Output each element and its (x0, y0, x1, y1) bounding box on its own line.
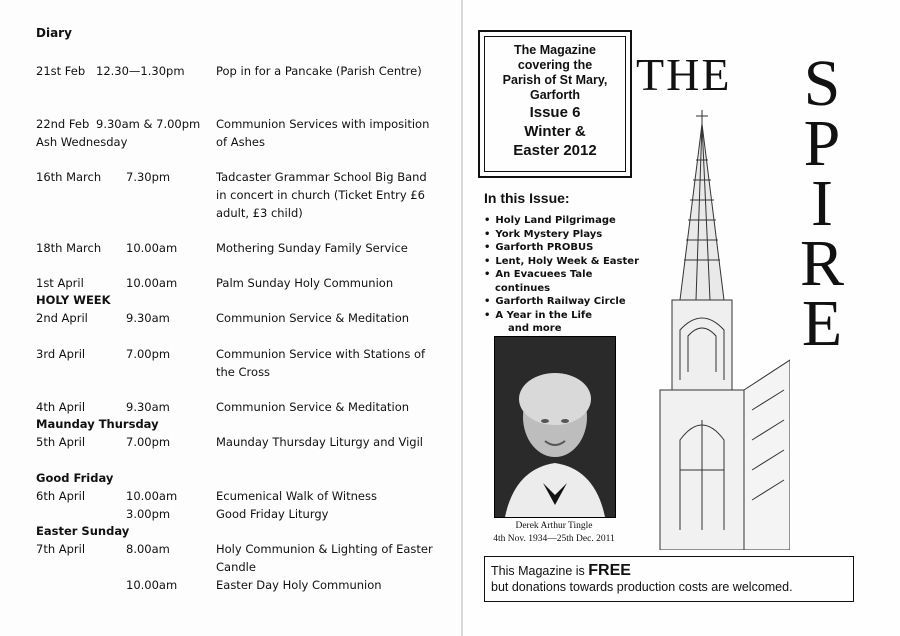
list-item-continuation: continues (495, 282, 551, 294)
diary-event: Easter Day Holy Communion (216, 578, 382, 592)
page-fold (461, 0, 463, 636)
issue-season: Easter 2012 (513, 142, 597, 159)
diary-time: 10.00am (126, 578, 178, 592)
info-line: Parish of St Mary, (502, 73, 608, 87)
holy-week-heading: HOLY WEEK (36, 293, 111, 307)
caption-name: Derek Arthur Tingle (515, 521, 593, 531)
diary-date: 2nd April (36, 311, 88, 325)
donations-text: but donations towards production costs are welcomed. (491, 580, 793, 594)
list-item: • A Year in the Life (484, 309, 656, 323)
diary-event: Communion Services with imposition of Ashes (216, 117, 430, 149)
portrait-image (495, 337, 615, 517)
info-line: Garforth (530, 88, 580, 102)
list-item-continuation: and more (508, 323, 562, 334)
info-line: The Magazine (514, 43, 596, 57)
diary-date: 22nd Feb (36, 117, 90, 131)
diary-title: Diary (36, 26, 72, 40)
list-item: • Lent, Holy Week & Easter (484, 255, 656, 269)
diary-event: Maunday Thursday Liturgy and Vigil (216, 435, 423, 449)
issue-number: Issue 6 (529, 104, 581, 121)
diary-time: 8.00am (126, 542, 170, 556)
diary-time: 3.00pm (126, 507, 171, 521)
diary-time: 7.00pm (126, 347, 171, 361)
diary-event: Good Friday Liturgy (216, 507, 329, 521)
list-item: • Garforth PROBUS (484, 241, 656, 255)
free-word: FREE (588, 562, 631, 579)
photo-caption (484, 520, 624, 546)
diary-time: 10.00am (126, 489, 178, 503)
diary-subtitle: Ash Wednesday (36, 135, 128, 149)
diary-event: Palm Sunday Holy Communion (216, 276, 394, 290)
diary-date: 1st April (36, 276, 84, 290)
diary-event: Communion Service & Meditation (216, 400, 410, 414)
diary-event: Tadcaster Grammar School Big Band in concert in church (Ticket Entry £6 adult, £3 child) (216, 170, 427, 220)
diary-date: 7th April (36, 542, 86, 556)
title-letter: I (811, 167, 833, 240)
diary-time: 9.30am (126, 400, 170, 414)
diary-time: 10.00am (126, 276, 178, 290)
church-spire-illustration (640, 110, 790, 550)
title-letter: S (803, 47, 841, 120)
list-item: • Holy Land Pilgrimage (484, 214, 656, 228)
free-notice-box (484, 556, 854, 602)
list-item: • York Mystery Plays (484, 228, 656, 242)
diary-date: 3rd April (36, 347, 86, 361)
list-item: • An Evacuees Tale (484, 268, 656, 282)
title-letter: P (803, 107, 841, 180)
free-notice-text: This Magazine is (491, 564, 585, 578)
magazine-info-box (478, 30, 632, 178)
issue-contents-list (484, 214, 656, 336)
title-letter: E (801, 287, 843, 360)
diary-event: Communion Service & Meditation (216, 311, 410, 325)
caption-dates: 4th Nov. 1934—25th Dec. 2011 (493, 534, 615, 544)
diary-time: 9.30am (126, 311, 170, 325)
title-the: THE (636, 49, 732, 100)
diary-event: Pop in for a Pancake (Parish Centre) (216, 64, 422, 78)
magazine-info-inner (484, 36, 626, 172)
diary-date: 4th April (36, 400, 86, 414)
diary-date: 16th March (36, 170, 102, 184)
diary-time: 12.30—1.30pm (96, 64, 185, 78)
diary-date: 18th March (36, 241, 102, 255)
diary-date: 6th April (36, 489, 86, 503)
diary-event: Holy Communion & Lighting of Easter Candle (216, 542, 433, 574)
diary-event: Ecumenical Walk of Witness (216, 489, 377, 503)
diary-time: 7.00pm (126, 435, 171, 449)
diary-time: 7.30pm (126, 170, 171, 184)
diary-event: Mothering Sunday Family Service (216, 241, 408, 255)
list-item: • Garforth Railway Circle (484, 295, 656, 309)
diary-event: Communion Service with Stations of the Cross (216, 347, 426, 379)
info-line: covering the (517, 58, 593, 72)
diary-date: 5th April (36, 435, 86, 449)
title-letter: R (799, 227, 845, 300)
diary-time: 9.30am & 7.00pm (96, 117, 201, 131)
good-friday-heading: Good Friday (36, 471, 114, 485)
diary-time: 10.00am (126, 241, 178, 255)
diary-date: 21st Feb (36, 64, 86, 78)
easter-sunday-heading: Easter Sunday (36, 524, 130, 538)
in-this-issue-heading: In this Issue: (484, 190, 570, 206)
maunday-heading: Maunday Thursday (36, 417, 159, 431)
issue-season: Winter & (524, 123, 586, 140)
portrait-photo (494, 336, 616, 518)
